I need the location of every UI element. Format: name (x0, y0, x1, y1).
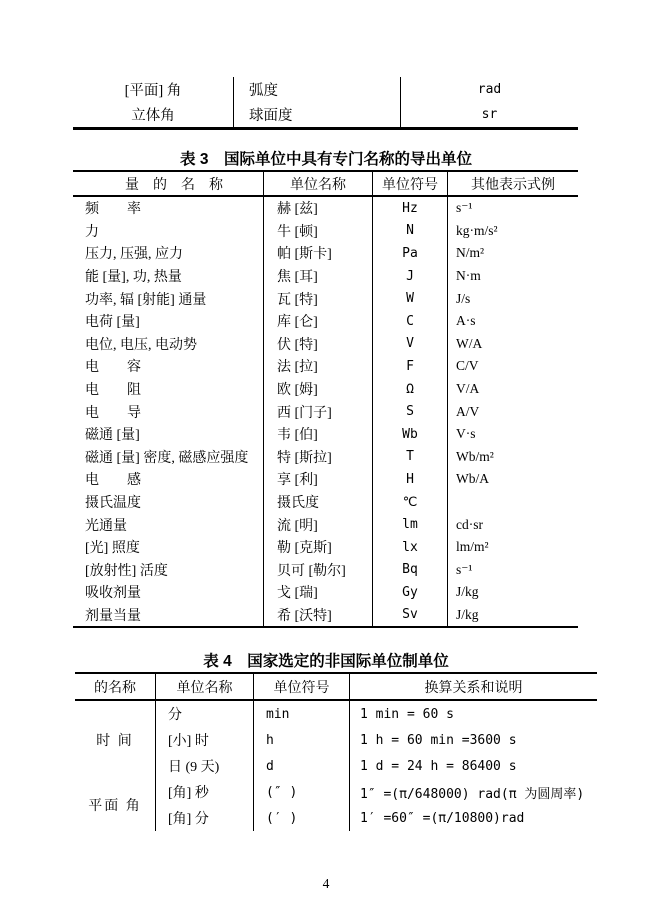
table3-quantity-cell: 电 感 (85, 473, 141, 489)
table3-other-expression-cell: N·m (447, 265, 578, 288)
table3-unit-symbol-cell: Sv (372, 604, 447, 627)
table3-header-row (73, 172, 578, 197)
table3-quantity-cell: 力 (85, 224, 99, 240)
table4-header-quantity: 的名称 (94, 680, 136, 696)
fragment-unit-symbol-cell: rad (400, 77, 578, 102)
table3-quantity-cell: [放射性] 活度 (85, 563, 168, 579)
table3-row (73, 220, 578, 243)
table4-unit-name-cell: [角] 分 (155, 805, 253, 831)
table3-title: 表 3 国际单位中具有专门名称的导出单位 (180, 151, 472, 168)
table3-unit-name-cell: 希 [沃特] (263, 604, 372, 627)
table3-row (73, 423, 578, 446)
table3-body (73, 197, 578, 626)
table4 (75, 672, 597, 831)
table4-body (75, 701, 597, 831)
fragment-unit-name-cell: 球面度 (233, 102, 400, 127)
table3-row (73, 265, 578, 288)
table3-unit-symbol-cell: lx (372, 536, 447, 559)
table3-unit-name-cell: 特 [斯拉] (263, 446, 372, 469)
table4-conversion-cell: 1″ =(π/648000) rad(π 为圆周率) (349, 779, 597, 805)
table3-row (73, 378, 578, 401)
table3-other-expression-cell: A·s (447, 310, 578, 333)
table4-category-cell: 平面 角 (88, 799, 142, 814)
fragment-row (73, 77, 578, 102)
table3-other-expression-cell: s⁻¹ (447, 197, 578, 220)
table3-other-expression-cell: lm/m² (447, 536, 578, 559)
table3-other-expression-cell: Wb/A (447, 468, 578, 491)
table3-unit-name-cell: 赫 [兹] (263, 197, 372, 220)
table4-unit-name-cell: 分 (155, 701, 253, 727)
table4-unit-symbol-cell: (′ ) (253, 805, 349, 831)
fragment-quantity-cell: 立体角 (131, 108, 175, 124)
table4-unit-symbol-cell: d (253, 753, 349, 779)
table3-unit-name-cell: 库 [仑] (263, 310, 372, 333)
table3-unit-symbol-cell: Bq (372, 559, 447, 582)
table3-header-quantity: 量 的 名 称 (125, 177, 223, 193)
top-table-fragment (73, 77, 578, 130)
table3-quantity-cell: 功率, 辐 [射能] 通量 (85, 292, 207, 308)
table3-row (73, 400, 578, 423)
table3-header-unit-name: 单位名称 (263, 172, 372, 195)
table3-row (73, 536, 578, 559)
table3 (73, 170, 578, 628)
table3-unit-name-cell: 焦 [耳] (263, 265, 372, 288)
table3-unit-symbol-cell: W (372, 287, 447, 310)
table3-row (73, 604, 578, 627)
table3-quantity-cell: 电 阻 (85, 383, 141, 399)
table3-quantity-cell: 光通量 (85, 518, 127, 534)
table3-quantity-cell: 剂量当量 (85, 608, 141, 624)
table4-header-unit-symbol: 单位符号 (253, 674, 349, 699)
table3-unit-name-cell: 法 [拉] (263, 355, 372, 378)
table3-other-expression-cell: kg·m/s² (447, 220, 578, 243)
table3-unit-name-cell: 帕 [斯卡] (263, 242, 372, 265)
table4-unit-name-cell: [角] 秒 (155, 779, 253, 805)
table3-row (73, 581, 578, 604)
table4-unit-symbol-cell: min (253, 701, 349, 727)
table4-conversion-cell: 1 d = 24 h = 86400 s (349, 753, 597, 779)
table3-quantity-cell: 磁通 [量] 密度, 磁感应强度 (85, 450, 249, 466)
table3-quantity-cell: 能 [量], 功, 热量 (85, 270, 182, 286)
table3-quantity-cell: 吸收剂量 (85, 586, 141, 602)
table3-row (73, 287, 578, 310)
table3-row (73, 242, 578, 265)
table3-header-unit-symbol: 单位符号 (372, 172, 447, 195)
table4-unit-symbol-cell: h (253, 727, 349, 753)
fragment-unit-name-cell: 弧度 (233, 77, 400, 102)
table3-other-expression-cell: V/A (447, 378, 578, 401)
table3-unit-symbol-cell: V (372, 333, 447, 356)
table3-unit-symbol-cell: S (372, 400, 447, 423)
table3-quantity-cell: 电位, 电压, 电动势 (85, 337, 197, 353)
table3-unit-name-cell: 戈 [瑞] (263, 581, 372, 604)
table3-unit-name-cell: 牛 [顿] (263, 220, 372, 243)
table3-other-expression-cell: A/V (447, 400, 578, 423)
table3-unit-name-cell: 享 [利] (263, 468, 372, 491)
table3-unit-name-cell: 流 [明] (263, 513, 372, 536)
table3-other-expression-cell: J/s (447, 287, 578, 310)
table3-unit-symbol-cell: N (372, 220, 447, 243)
fragment-unit-symbol-cell: sr (400, 102, 578, 127)
table3-unit-symbol-cell: Gy (372, 581, 447, 604)
table3-unit-symbol-cell: C (372, 310, 447, 333)
table4-unit-symbol-cell: (″ ) (253, 779, 349, 805)
table3-quantity-cell: 电荷 [量] (85, 315, 140, 331)
table3-unit-symbol-cell: F (372, 355, 447, 378)
table3-unit-name-cell: 西 [门子] (263, 400, 372, 423)
table3-row (73, 468, 578, 491)
table3-unit-symbol-cell: Pa (372, 242, 447, 265)
table3-unit-name-cell: 贝可 [勒尔] (263, 559, 372, 582)
table3-unit-name-cell: 勒 [克斯] (263, 536, 372, 559)
table3-row (73, 310, 578, 333)
table3-quantity-cell: 电 导 (85, 405, 141, 421)
table3-quantity-cell: 压力, 压强, 应力 (85, 247, 183, 263)
table3-other-expression-cell: W/A (447, 333, 578, 356)
table3-row (73, 197, 578, 220)
table3-unit-name-cell: 伏 [特] (263, 333, 372, 356)
table3-other-expression-cell: V·s (447, 423, 578, 446)
table4-header-unit-name: 单位名称 (155, 674, 253, 699)
table3-unit-symbol-cell: Hz (372, 197, 447, 220)
table3-header-other-expression: 其他表示式例 (447, 172, 578, 195)
table3-unit-symbol-cell: H (372, 468, 447, 491)
table3-unit-symbol-cell: Ω (372, 378, 447, 401)
table3-unit-symbol-cell: lm (372, 513, 447, 536)
table4-title: 表 4 国家选定的非国际单位制单位 (203, 653, 449, 670)
table3-quantity-cell: 摄氏温度 (85, 496, 141, 512)
table3-unit-symbol-cell: Wb (372, 423, 447, 446)
table3-quantity-cell: [光] 照度 (85, 541, 140, 557)
table4-conversion-cell: 1 min = 60 s (349, 701, 597, 727)
fragment-quantity-cell: [平面] 角 (124, 83, 182, 99)
table4-conversion-cell: 1 h = 60 min =3600 s (349, 727, 597, 753)
table3-unit-name-cell: 韦 [伯] (263, 423, 372, 446)
table3-row (73, 355, 578, 378)
table3-unit-symbol-cell: T (372, 446, 447, 469)
page-number: 4 (322, 876, 330, 891)
table3-other-expression-cell: Wb/m² (447, 446, 578, 469)
table3-other-expression-cell: s⁻¹ (447, 559, 578, 582)
table3-other-expression-cell (447, 491, 578, 514)
table4-conversion-cell: 1′ =60″ =(π/10800)rad (349, 805, 597, 831)
table3-unit-name-cell: 摄氏度 (263, 491, 372, 514)
table3-row (73, 513, 578, 536)
table3-quantity-cell: 电 容 (85, 360, 141, 376)
table3-other-expression-cell: cd·sr (447, 513, 578, 536)
table4-unit-name-cell: [小] 时 (155, 727, 253, 753)
table3-quantity-cell: 频 率 (85, 202, 141, 218)
table3-row (73, 559, 578, 582)
fragment-row (73, 102, 578, 127)
table3-other-expression-cell: J/kg (447, 604, 578, 627)
table3-unit-name-cell: 瓦 [特] (263, 287, 372, 310)
table3-quantity-cell: 磁通 [量] (85, 428, 140, 444)
table3-other-expression-cell: C/V (447, 355, 578, 378)
table4-header-row (75, 674, 597, 701)
table4-header-conversion: 换算关系和说明 (349, 674, 597, 699)
table3-row (73, 491, 578, 514)
table3-row (73, 333, 578, 356)
table3-other-expression-cell: J/kg (447, 581, 578, 604)
table4-unit-name-cell: 日 (9 天) (155, 753, 253, 779)
table4-category-cell: 时 间 (96, 734, 134, 749)
table3-other-expression-cell: N/m² (447, 242, 578, 265)
table3-unit-symbol-cell: ℃ (372, 491, 447, 514)
table3-row (73, 446, 578, 469)
table3-unit-name-cell: 欧 [姆] (263, 378, 372, 401)
table3-unit-symbol-cell: J (372, 265, 447, 288)
